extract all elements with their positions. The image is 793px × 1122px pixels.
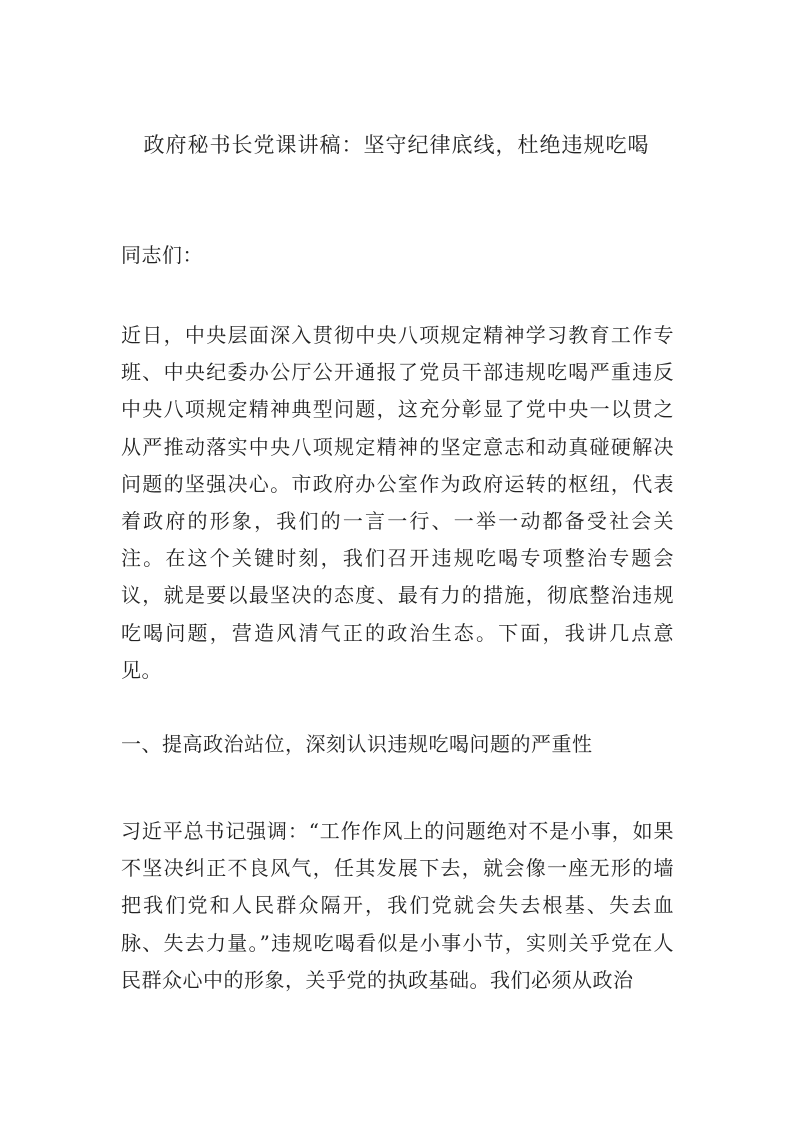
body-paragraph: 习近平总书记强调：“工作作风上的问题绝对不是小事，如果不坚决纠正不良风气，任其发展下去，就会像一座无形的墙把我们党和人民群众隔开，我们党就会失去根基、失去血脉、失去力量。”违规吃喝看似是小事小节，实则关乎党在人民群众心中的形象，关乎党的执政基础。我们必须从政治 [121,819,674,992]
section-heading: 一、提高政治站位，深刻认识违规吃喝问题的严重性 [121,732,593,756]
greeting-paragraph: 同志们： [121,243,203,267]
document-title: 政府秘书长党课讲稿：坚守纪律底线，杜绝违规吃喝 [143,133,650,157]
intro-paragraph: 近日，中央层面深入贯彻中央八项规定精神学习教育工作专班、中央纪委办公厅公开通报了党员干部违规吃喝严重违反中央八项规定精神典型问题，这充分彰显了党中央一以贯之从严推动落实中央八项规定精神的坚定意志和动真碰硬解决问题的坚强决心。市政府办公室作为政府运转的枢纽，代表着政府的形象，我们的一言一行、一举一动都备受社会关注。在这个关键时刻，我们召开违规吃喝专项整治专题会议，就是要以最坚决的态度、最有力的措施，彻底整治违规吃喝问题，营造风清气正的政治生态。下面，我讲几点意见。 [121,323,674,682]
